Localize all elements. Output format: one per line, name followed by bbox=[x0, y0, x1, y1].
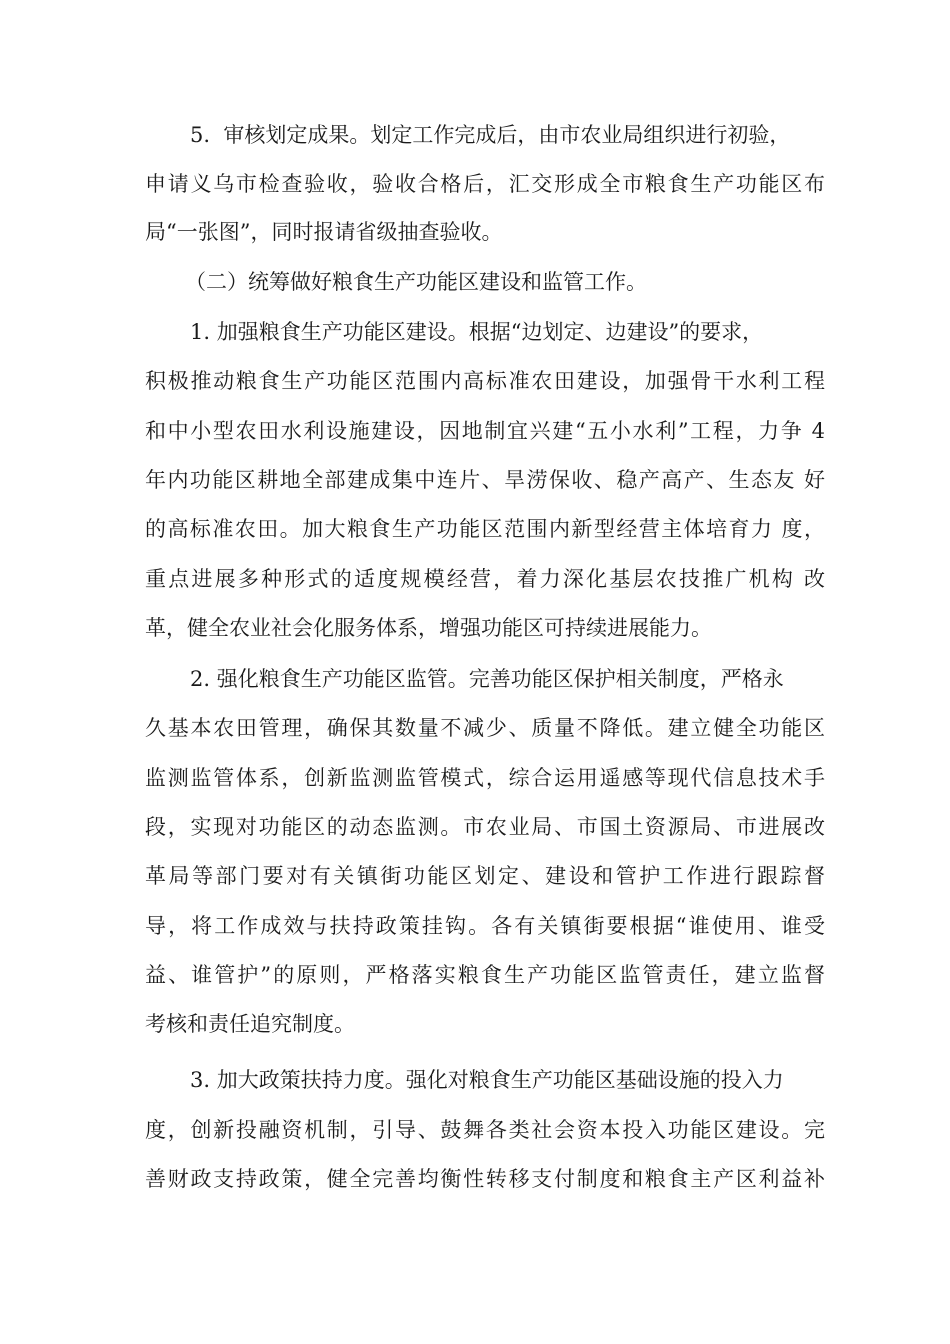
paragraph-line: 度，创新投融资机制，引导、鼓舞各类社会资本投入功能区建设。完 bbox=[145, 1118, 825, 1142]
paragraph-line: 益、谁管护”的原则，严格落实粮食生产功能区监管责任，建立监督 bbox=[145, 963, 825, 987]
section-heading: （二）统筹做好粮食生产功能区建设和监管工作。 bbox=[185, 270, 647, 294]
paragraph-line: 局“一张图”，同时报请省级抽查验收。 bbox=[145, 220, 503, 244]
paragraph-line: 的高标准农田。加大粮食生产功能区范围内新型经营主体培育力 度， bbox=[145, 517, 825, 541]
paragraph-line: 导，将工作成效与扶持政策挂钩。各有关镇街要根据“谁使用、谁受 bbox=[145, 914, 825, 938]
paragraph-line: 3. 加大政策扶持力度。强化对粮食生产功能区基础设施的投入力 bbox=[190, 1068, 784, 1092]
paragraph-line: 申请义乌市检查验收，验收合格后，汇交形成全市粮食生产功能区布 bbox=[145, 172, 825, 196]
paragraph-line: 1. 加强粮食生产功能区建设。根据“边划定、边建设”的要求， bbox=[190, 320, 764, 344]
paragraph-line: 积极推动粮食生产功能区范围内高标准农田建设，加强骨干水利工程 bbox=[145, 369, 825, 393]
paragraph-line: 重点进展多种形式的适度规模经营，着力深化基层农技推广机构 改 bbox=[145, 567, 825, 591]
paragraph-line: 和中小型农田水利设施建设，因地制宜兴建“五小水利”工程，力争 4 bbox=[145, 419, 825, 443]
paragraph-line: 考核和责任追究制度。 bbox=[145, 1012, 355, 1036]
paragraph-line: 2. 强化粮食生产功能区监管。完善功能区保护相关制度，严格永 bbox=[190, 667, 784, 691]
paragraph-line: 革，健全农业社会化服务体系，增强功能区可持续进展能力。 bbox=[145, 616, 712, 640]
paragraph-line: 5. 审核划定成果。划定工作完成后，由市农业局组织进行初验， bbox=[190, 123, 791, 147]
paragraph-line: 年内功能区耕地全部建成集中连片、旱涝保收、稳产高产、生态友 好 bbox=[145, 468, 825, 492]
paragraph-line: 久基本农田管理，确保其数量不减少、质量不降低。建立健全功能区 bbox=[145, 716, 825, 740]
paragraph-line: 段，实现对功能区的动态监测。市农业局、市国土资源局、市进展改 bbox=[145, 815, 825, 839]
paragraph-line: 监测监管体系，创新监测监管模式，综合运用遥感等现代信息技术手 bbox=[145, 766, 825, 790]
paragraph-line: 革局等部门要对有关镇街功能区划定、建设和管护工作进行跟踪督 bbox=[145, 864, 825, 888]
paragraph-line: 善财政支持政策，健全完善均衡性转移支付制度和粮食主产区利益补 bbox=[145, 1167, 825, 1191]
